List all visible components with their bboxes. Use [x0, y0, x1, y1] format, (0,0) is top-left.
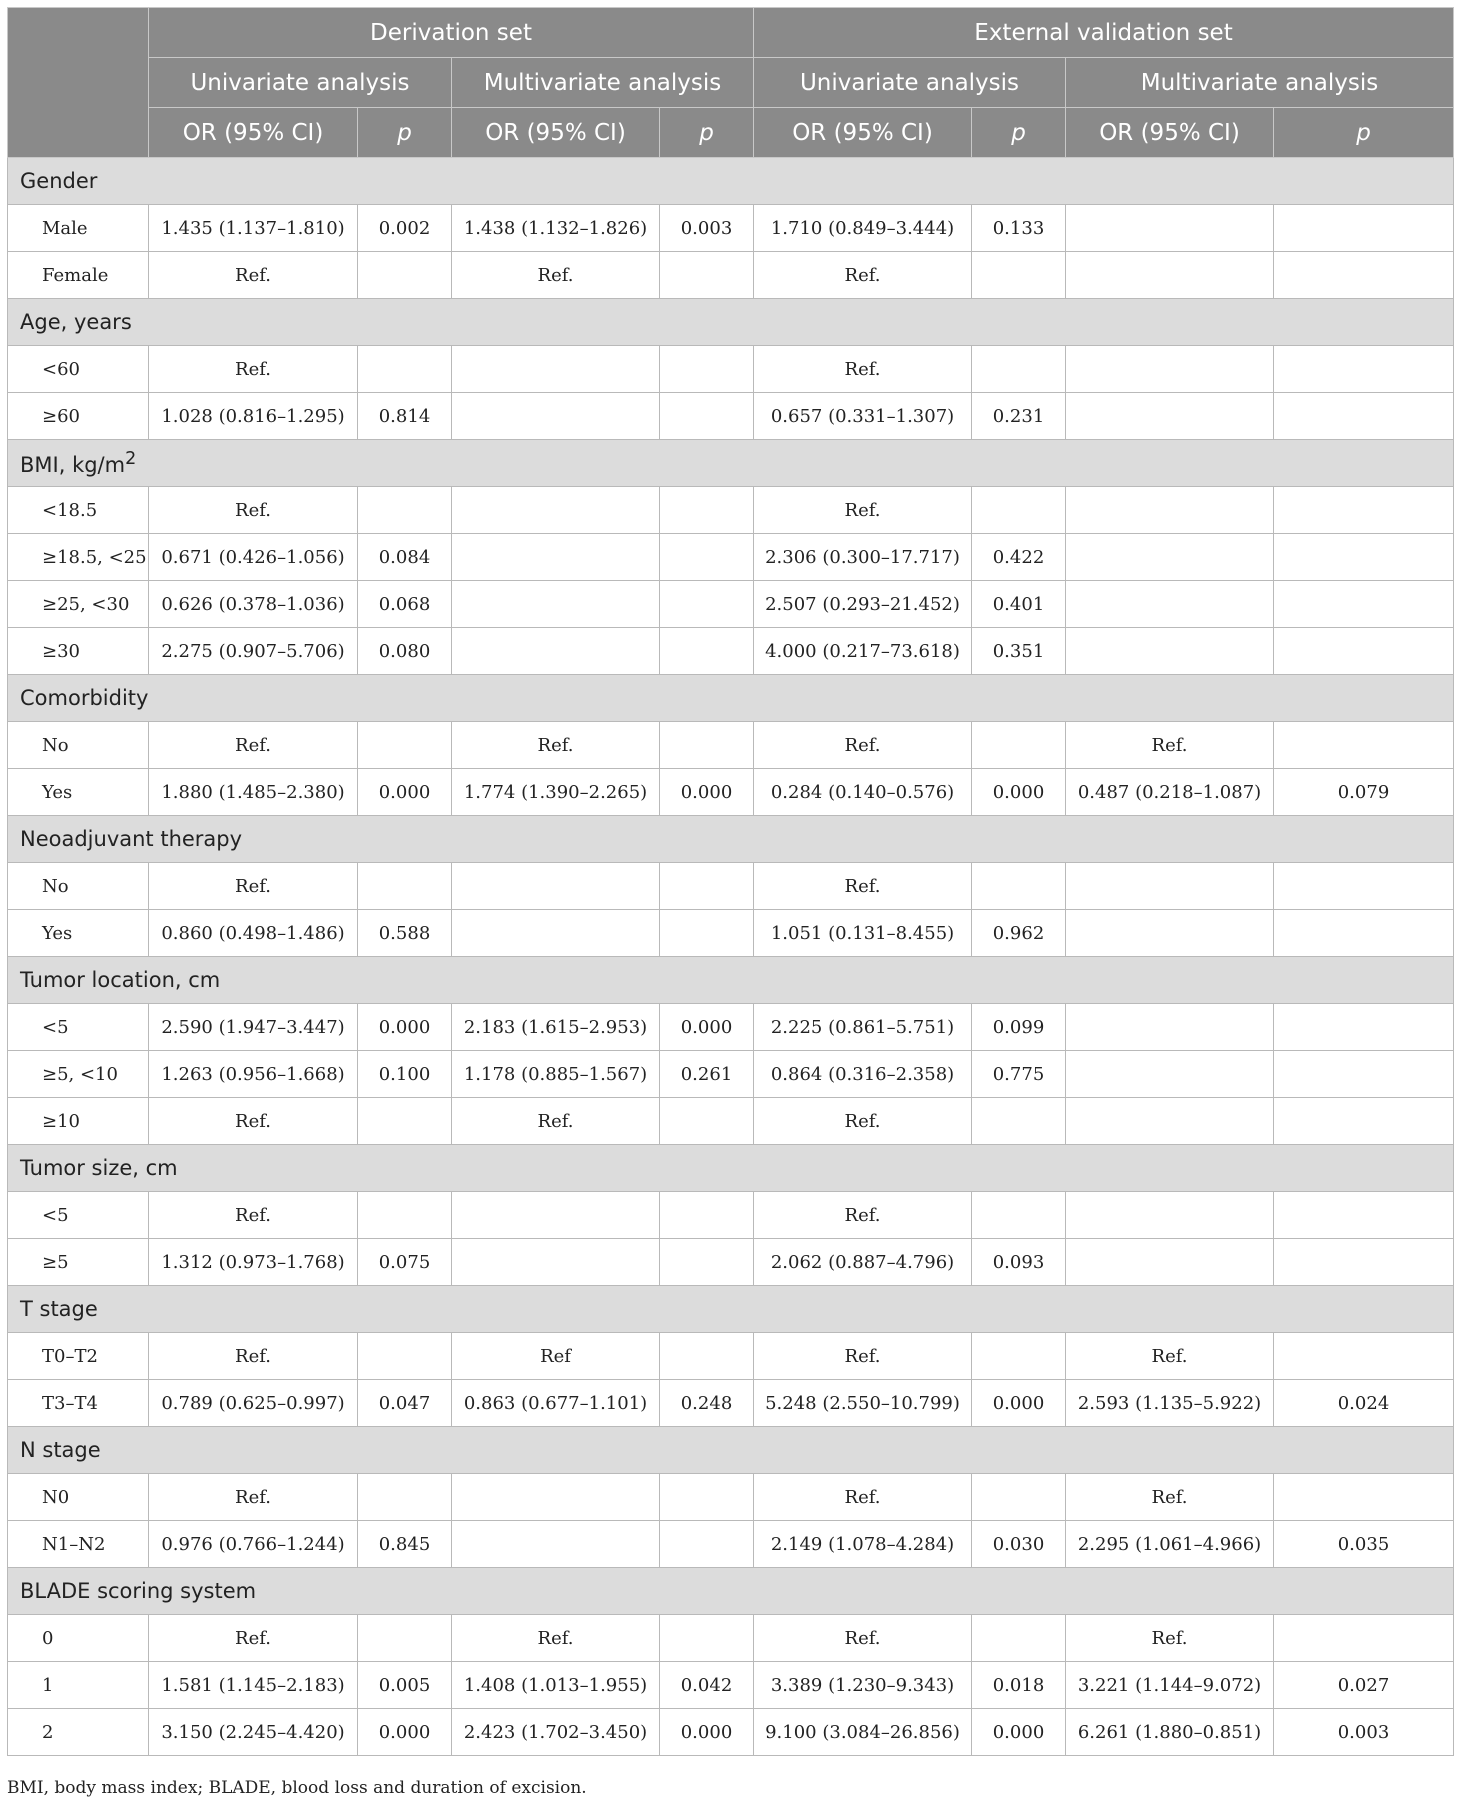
or-cell: Ref. — [452, 1615, 660, 1662]
p-value-cell — [660, 1239, 754, 1286]
or-cell — [1066, 534, 1274, 581]
row-label: T0–T2 — [8, 1333, 149, 1380]
table-row — [8, 581, 1454, 628]
p-value-cell — [1274, 1239, 1454, 1286]
or-cell: Ref. — [149, 863, 358, 910]
or-cell: 1.408 (1.013–1.955) — [452, 1662, 660, 1709]
or-cell: 2.423 (1.702–3.450) — [452, 1709, 660, 1756]
row-label: ≥18.5, <25 — [8, 534, 149, 581]
p-value-cell: 0.047 — [358, 1380, 452, 1427]
p-value-cell — [972, 722, 1066, 769]
row-label: 2 — [8, 1709, 149, 1756]
section-row — [8, 675, 1454, 722]
p-value-cell — [358, 487, 452, 534]
or-cell: Ref. — [149, 1474, 358, 1521]
row-label: <60 — [8, 346, 149, 393]
or-cell: 1.435 (1.137–1.810) — [149, 205, 358, 252]
or-cell: 1.028 (0.816–1.295) — [149, 393, 358, 440]
or-cell: 1.263 (0.956–1.668) — [149, 1051, 358, 1098]
table-row — [8, 1521, 1454, 1568]
or-cell: 1.774 (1.390–2.265) — [452, 769, 660, 816]
or-cell: Ref. — [149, 346, 358, 393]
section-title — [8, 1286, 1454, 1333]
p-value-cell: 0.000 — [358, 769, 452, 816]
or-cell: Ref. — [1066, 1615, 1274, 1662]
p-value-cell — [1274, 581, 1454, 628]
or-cell: Ref. — [452, 722, 660, 769]
or-cell: 3.150 (2.245–4.420) — [149, 1709, 358, 1756]
table-row — [8, 393, 1454, 440]
section-row — [8, 816, 1454, 863]
row-label: ≥25, <30 — [8, 581, 149, 628]
or-cell: 2.306 (0.300–17.717) — [754, 534, 972, 581]
table-row — [8, 1333, 1454, 1380]
p-value-cell: 0.093 — [972, 1239, 1066, 1286]
or-column-header: OR (95% CI) — [1066, 108, 1274, 158]
or-cell: 6.261 (1.880–0.851) — [1066, 1709, 1274, 1756]
corner-header — [8, 8, 149, 158]
table-row — [8, 346, 1454, 393]
p-value-cell — [660, 346, 754, 393]
p-value-cell — [660, 581, 754, 628]
p-value-cell — [972, 863, 1066, 910]
table-row — [8, 1192, 1454, 1239]
or-cell: 2.275 (0.907–5.706) — [149, 628, 358, 675]
p-value-cell: 0.814 — [358, 393, 452, 440]
section-title-text: Tumor location, cm — [20, 968, 221, 992]
or-column-header: OR (95% CI) — [754, 108, 972, 158]
or-cell: Ref. — [754, 863, 972, 910]
p-value-cell — [358, 346, 452, 393]
p-value-cell: 0.000 — [660, 1004, 754, 1051]
or-cell: 0.487 (0.218–1.087) — [1066, 769, 1274, 816]
or-cell: 1.880 (1.485–2.380) — [149, 769, 358, 816]
or-cell: Ref. — [754, 487, 972, 534]
or-cell: Ref. — [754, 1333, 972, 1380]
p-value-cell: 0.024 — [1274, 1380, 1454, 1427]
table-row — [8, 487, 1454, 534]
or-cell: 5.248 (2.550–10.799) — [754, 1380, 972, 1427]
p-column-header: p — [1274, 108, 1454, 158]
or-cell: 1.051 (0.131–8.455) — [754, 910, 972, 957]
table-row — [8, 205, 1454, 252]
table-footnote: BMI, body mass index; BLADE, blood loss and duration of excision. — [7, 1778, 587, 1798]
row-label: No — [8, 863, 149, 910]
or-cell: Ref. — [1066, 722, 1274, 769]
p-value-cell: 0.845 — [358, 1521, 452, 1568]
or-cell: 1.710 (0.849–3.444) — [754, 205, 972, 252]
or-cell — [452, 1474, 660, 1521]
or-cell: Ref. — [149, 487, 358, 534]
section-row — [8, 1145, 1454, 1192]
row-label: ≥5 — [8, 1239, 149, 1286]
p-value-cell — [660, 1521, 754, 1568]
analysis-header: Multivariate analysis — [452, 58, 754, 108]
section-row — [8, 158, 1454, 205]
or-cell: Ref. — [754, 1474, 972, 1521]
row-label: N1–N2 — [8, 1521, 149, 1568]
or-cell: 0.789 (0.625–0.997) — [149, 1380, 358, 1427]
p-value-cell — [358, 863, 452, 910]
section-title-text: Neoadjuvant therapy — [20, 827, 243, 851]
p-value-cell: 0.248 — [660, 1380, 754, 1427]
p-value-cell: 0.080 — [358, 628, 452, 675]
or-cell — [1066, 487, 1274, 534]
p-value-cell — [660, 487, 754, 534]
row-label: <18.5 — [8, 487, 149, 534]
p-value-cell: 0.962 — [972, 910, 1066, 957]
or-cell: 2.062 (0.887–4.796) — [754, 1239, 972, 1286]
p-value-cell — [660, 534, 754, 581]
or-cell: Ref. — [754, 1098, 972, 1145]
p-value-cell: 0.422 — [972, 534, 1066, 581]
p-value-cell: 0.003 — [1274, 1709, 1454, 1756]
p-value-cell — [972, 252, 1066, 299]
p-value-cell — [1274, 910, 1454, 957]
or-cell: Ref. — [754, 252, 972, 299]
section-row — [8, 299, 1454, 346]
p-value-cell: 0.003 — [660, 205, 754, 252]
p-value-cell — [1274, 393, 1454, 440]
p-value-cell: 0.027 — [1274, 1662, 1454, 1709]
p-value-cell: 0.000 — [358, 1709, 452, 1756]
p-value-cell — [1274, 628, 1454, 675]
section-title-text: BMI, kg/m — [20, 453, 126, 477]
section-title — [8, 158, 1454, 205]
p-value-cell — [660, 1615, 754, 1662]
p-column-header: p — [660, 108, 754, 158]
or-cell: 0.657 (0.331–1.307) — [754, 393, 972, 440]
section-title — [8, 1145, 1454, 1192]
p-value-cell — [1274, 252, 1454, 299]
p-value-cell — [660, 863, 754, 910]
table-row — [8, 1709, 1454, 1756]
p-value-cell: 0.005 — [358, 1662, 452, 1709]
p-value-cell — [1274, 1474, 1454, 1521]
p-value-cell — [660, 393, 754, 440]
or-cell — [1066, 346, 1274, 393]
or-cell: Ref. — [452, 252, 660, 299]
table-row — [8, 910, 1454, 957]
or-cell: 2.295 (1.061–4.966) — [1066, 1521, 1274, 1568]
section-title-superscript: 2 — [125, 449, 137, 469]
table-row — [8, 1662, 1454, 1709]
table-row — [8, 1051, 1454, 1098]
table-row — [8, 1004, 1454, 1051]
or-cell — [452, 863, 660, 910]
p-value-cell: 0.000 — [972, 769, 1066, 816]
p-value-cell: 0.030 — [972, 1521, 1066, 1568]
p-value-cell — [1274, 1098, 1454, 1145]
table-row — [8, 1615, 1454, 1662]
row-label: 1 — [8, 1662, 149, 1709]
or-cell — [452, 1192, 660, 1239]
or-cell: 0.860 (0.498–1.486) — [149, 910, 358, 957]
section-title-text: BLADE scoring system — [20, 1579, 257, 1603]
p-value-cell — [358, 1333, 452, 1380]
or-cell: Ref. — [754, 346, 972, 393]
section-title — [8, 1427, 1454, 1474]
or-cell — [452, 1521, 660, 1568]
analysis-header: Multivariate analysis — [1066, 58, 1454, 108]
or-cell — [452, 534, 660, 581]
section-row — [8, 1286, 1454, 1333]
or-cell: 2.149 (1.078–4.284) — [754, 1521, 972, 1568]
p-value-cell — [1274, 487, 1454, 534]
row-label: Male — [8, 205, 149, 252]
section-title — [8, 1568, 1454, 1615]
p-value-cell — [972, 1333, 1066, 1380]
p-value-cell: 0.351 — [972, 628, 1066, 675]
or-cell — [1066, 252, 1274, 299]
or-cell: 2.225 (0.861–5.751) — [754, 1004, 972, 1051]
or-cell: Ref. — [754, 1615, 972, 1662]
table-row — [8, 1098, 1454, 1145]
p-value-cell: 0.035 — [1274, 1521, 1454, 1568]
p-value-cell — [1274, 1333, 1454, 1380]
or-cell: Ref. — [149, 1615, 358, 1662]
p-value-cell — [1274, 1051, 1454, 1098]
or-cell: Ref. — [754, 1192, 972, 1239]
p-value-cell — [660, 1474, 754, 1521]
or-cell: Ref. — [149, 252, 358, 299]
or-column-header: OR (95% CI) — [452, 108, 660, 158]
or-cell: 2.593 (1.135–5.922) — [1066, 1380, 1274, 1427]
p-value-cell: 0.042 — [660, 1662, 754, 1709]
or-cell: Ref — [452, 1333, 660, 1380]
row-label: ≥10 — [8, 1098, 149, 1145]
or-cell: Ref. — [1066, 1333, 1274, 1380]
p-value-cell — [660, 910, 754, 957]
section-title-text: N stage — [20, 1438, 101, 1462]
or-cell — [452, 628, 660, 675]
p-value-cell — [660, 1098, 754, 1145]
p-value-cell — [1274, 346, 1454, 393]
section-row — [8, 1427, 1454, 1474]
row-label: T3–T4 — [8, 1380, 149, 1427]
or-cell — [1066, 1192, 1274, 1239]
or-cell: 1.178 (0.885–1.567) — [452, 1051, 660, 1098]
row-label: <5 — [8, 1192, 149, 1239]
p-value-cell — [660, 722, 754, 769]
or-cell: 0.671 (0.426–1.056) — [149, 534, 358, 581]
or-cell — [1066, 393, 1274, 440]
p-value-cell — [358, 1192, 452, 1239]
p-column-header: p — [972, 108, 1066, 158]
section-title-text: Comorbidity — [20, 686, 149, 710]
or-cell — [452, 346, 660, 393]
p-value-cell — [972, 1474, 1066, 1521]
or-cell — [1066, 581, 1274, 628]
p-value-cell: 0.000 — [358, 1004, 452, 1051]
p-value-cell — [358, 1474, 452, 1521]
p-value-cell: 0.100 — [358, 1051, 452, 1098]
or-cell: Ref. — [149, 1333, 358, 1380]
p-value-cell — [972, 346, 1066, 393]
p-value-cell — [358, 1098, 452, 1145]
or-cell: 3.221 (1.144–9.072) — [1066, 1662, 1274, 1709]
or-cell: Ref. — [452, 1098, 660, 1145]
table-container — [7, 7, 1453, 1756]
p-value-cell: 0.401 — [972, 581, 1066, 628]
or-cell — [1066, 1051, 1274, 1098]
p-value-cell — [1274, 1615, 1454, 1662]
p-value-cell: 0.000 — [660, 769, 754, 816]
section-title-text: Age, years — [20, 310, 132, 334]
or-cell: 4.000 (0.217–73.618) — [754, 628, 972, 675]
or-cell: Ref. — [149, 1098, 358, 1145]
group-header-derivation: Derivation set — [149, 8, 754, 58]
or-cell: 0.863 (0.677–1.101) — [452, 1380, 660, 1427]
p-value-cell: 0.075 — [358, 1239, 452, 1286]
p-column-header: p — [358, 108, 452, 158]
p-value-cell — [660, 252, 754, 299]
table-row — [8, 628, 1454, 675]
or-column-header: OR (95% CI) — [149, 108, 358, 158]
p-value-cell: 0.000 — [972, 1709, 1066, 1756]
or-cell: Ref. — [149, 1192, 358, 1239]
table-row — [8, 252, 1454, 299]
section-title — [8, 299, 1454, 346]
section-title — [8, 816, 1454, 863]
or-cell: 1.312 (0.973–1.768) — [149, 1239, 358, 1286]
p-value-cell: 0.099 — [972, 1004, 1066, 1051]
or-cell — [1066, 628, 1274, 675]
or-cell: Ref. — [1066, 1474, 1274, 1521]
row-label: 0 — [8, 1615, 149, 1662]
p-value-cell: 0.084 — [358, 534, 452, 581]
p-value-cell: 0.775 — [972, 1051, 1066, 1098]
table-body — [8, 158, 1454, 1756]
row-label: N0 — [8, 1474, 149, 1521]
p-value-cell: 0.079 — [1274, 769, 1454, 816]
p-value-cell — [1274, 205, 1454, 252]
odds-ratio-table — [7, 7, 1454, 1756]
table-row — [8, 769, 1454, 816]
p-value-cell — [972, 1098, 1066, 1145]
p-value-cell: 0.000 — [660, 1709, 754, 1756]
section-title — [8, 957, 1454, 1004]
or-cell — [1066, 205, 1274, 252]
p-value-cell: 0.018 — [972, 1662, 1066, 1709]
or-cell: 0.626 (0.378–1.036) — [149, 581, 358, 628]
or-cell: 2.590 (1.947–3.447) — [149, 1004, 358, 1051]
table-row — [8, 1380, 1454, 1427]
or-cell: Ref. — [149, 722, 358, 769]
or-cell: 0.976 (0.766–1.244) — [149, 1521, 358, 1568]
row-label: Female — [8, 252, 149, 299]
p-value-cell — [1274, 534, 1454, 581]
or-cell — [452, 910, 660, 957]
p-value-cell — [660, 1192, 754, 1239]
or-cell — [452, 1239, 660, 1286]
analysis-header: Univariate analysis — [149, 58, 452, 108]
row-label: ≥5, <10 — [8, 1051, 149, 1098]
row-label: ≥30 — [8, 628, 149, 675]
p-value-cell — [358, 1615, 452, 1662]
or-cell — [1066, 1004, 1274, 1051]
section-title-text: Tumor size, cm — [20, 1156, 178, 1180]
table-row — [8, 1474, 1454, 1521]
p-value-cell: 0.588 — [358, 910, 452, 957]
p-value-cell: 0.000 — [972, 1380, 1066, 1427]
row-label: No — [8, 722, 149, 769]
or-cell: 9.100 (3.084–26.856) — [754, 1709, 972, 1756]
table-row — [8, 722, 1454, 769]
p-value-cell: 0.231 — [972, 393, 1066, 440]
p-value-cell — [972, 487, 1066, 534]
or-cell: 0.284 (0.140–0.576) — [754, 769, 972, 816]
p-value-cell — [1274, 722, 1454, 769]
table-row — [8, 1239, 1454, 1286]
or-cell — [452, 581, 660, 628]
table-row — [8, 863, 1454, 910]
or-cell: 2.183 (1.615–2.953) — [452, 1004, 660, 1051]
table-row — [8, 534, 1454, 581]
row-label: <5 — [8, 1004, 149, 1051]
analysis-header: Univariate analysis — [754, 58, 1066, 108]
p-value-cell — [1274, 1004, 1454, 1051]
row-label: Yes — [8, 769, 149, 816]
p-value-cell — [660, 1333, 754, 1380]
p-value-cell: 0.261 — [660, 1051, 754, 1098]
p-value-cell: 0.068 — [358, 581, 452, 628]
p-value-cell — [1274, 863, 1454, 910]
p-value-cell — [358, 252, 452, 299]
p-value-cell — [1274, 1192, 1454, 1239]
section-row — [8, 440, 1454, 487]
p-value-cell — [358, 722, 452, 769]
section-title — [8, 440, 1454, 487]
p-value-cell — [972, 1615, 1066, 1662]
or-cell — [452, 487, 660, 534]
or-cell: 0.864 (0.316–2.358) — [754, 1051, 972, 1098]
or-cell: 2.507 (0.293–21.452) — [754, 581, 972, 628]
row-label: Yes — [8, 910, 149, 957]
or-cell: Ref. — [754, 722, 972, 769]
or-cell: 1.581 (1.145–2.183) — [149, 1662, 358, 1709]
p-value-cell: 0.133 — [972, 205, 1066, 252]
or-cell — [1066, 910, 1274, 957]
or-cell — [1066, 1098, 1274, 1145]
or-cell — [1066, 863, 1274, 910]
p-value-cell — [660, 628, 754, 675]
row-label: ≥60 — [8, 393, 149, 440]
section-row — [8, 957, 1454, 1004]
or-cell: 3.389 (1.230–9.343) — [754, 1662, 972, 1709]
or-cell — [452, 393, 660, 440]
group-header-validation: External validation set — [754, 8, 1454, 58]
or-cell: 1.438 (1.132–1.826) — [452, 205, 660, 252]
section-title-text: T stage — [20, 1297, 98, 1321]
p-value-cell — [972, 1192, 1066, 1239]
section-row — [8, 1568, 1454, 1615]
p-value-cell: 0.002 — [358, 205, 452, 252]
section-title-text: Gender — [20, 169, 98, 193]
section-title — [8, 675, 1454, 722]
or-cell — [1066, 1239, 1274, 1286]
